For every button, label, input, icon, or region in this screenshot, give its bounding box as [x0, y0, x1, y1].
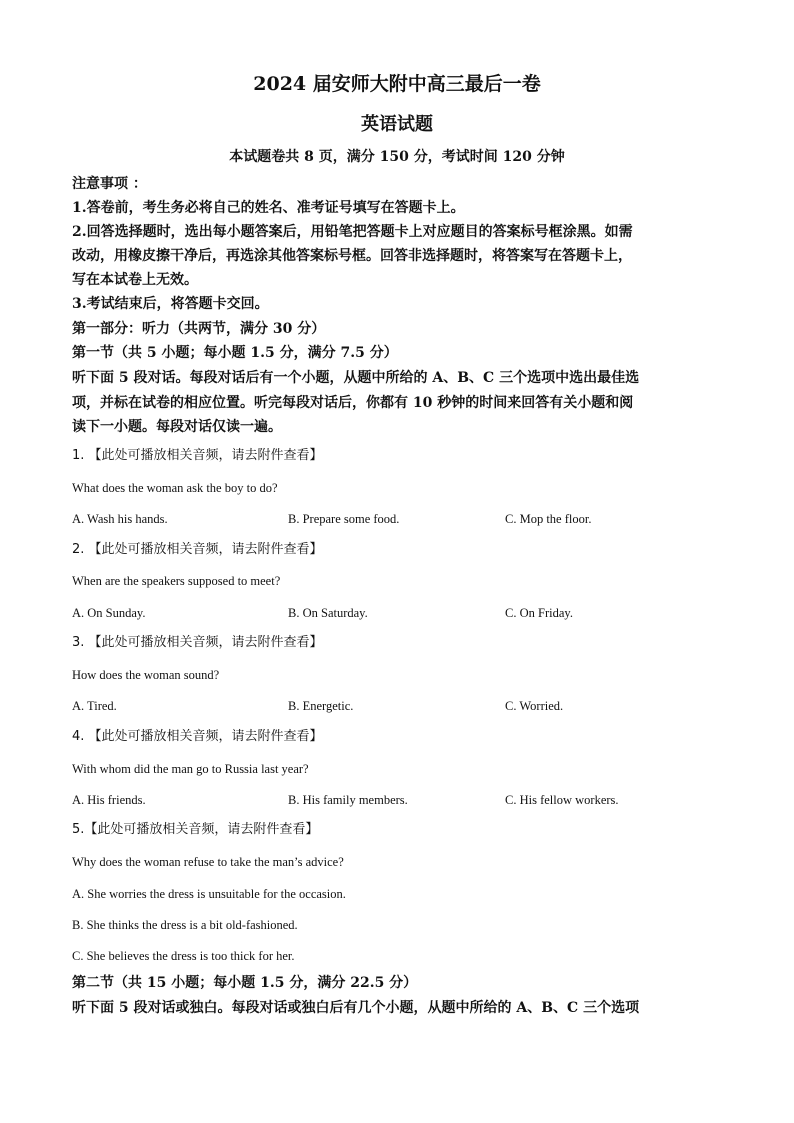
question-4-audio-note: 4. 【此处可播放相关音频，请去附件查看】	[72, 729, 323, 744]
question-1-option-a: A. Wash his hands.	[72, 512, 168, 526]
question-5-option-c: C. She believes the dress is too thick for her.	[72, 949, 295, 963]
question-2-option-b: B. On Saturday.	[288, 606, 368, 620]
question-2-stem: When are the speakers supposed to meet?	[72, 574, 281, 588]
question-1-audio-note: 1. 【此处可播放相关音频，请去附件查看】	[72, 448, 323, 463]
section2-heading: 第二节（共 15 小题；每小题 1.5 分，满分 22.5 分）	[72, 975, 418, 991]
subject-title: 英语试题	[361, 114, 433, 135]
note-item-3: 3.考试结束后，将答题卡交回。	[72, 296, 269, 312]
section1-instruction-line-3: 读下一小题。每段对话仅读一遍。	[72, 419, 282, 435]
exam-title: 2024 届安师大附中高三最后一卷	[253, 73, 541, 95]
note-item-1: 1.答卷前，考生务必将自己的姓名、准考证号填写在答题卡上。	[72, 200, 465, 216]
note-item-2-line-1: 2.回答选择题时，选出每小题答案后，用铅笔把答题卡上对应题目的答案标号框涂黑。如需	[72, 224, 633, 240]
question-2-option-c: C. On Friday.	[505, 606, 573, 620]
question-5-option-b: B. She thinks the dress is a bit old-fashioned.	[72, 918, 298, 932]
note-item-2-line-3: 写在本试卷上无效。	[72, 272, 198, 288]
question-3-option-c: C. Worried.	[505, 699, 564, 713]
question-4-option-a: A. His friends.	[72, 793, 146, 807]
question-5-stem: Why does the woman refuse to take the man’s advice?	[72, 855, 344, 869]
section1-instruction-line-2: 项，并标在试卷的相应位置。听完每段对话后，你都有 10 秒钟的时间来回答有关小题和阅	[72, 395, 634, 411]
part1-heading: 第一部分：听力（共两节，满分 30 分）	[72, 321, 326, 337]
question-2-option-a: A. On Sunday.	[72, 606, 146, 620]
question-3-option-b: B. Energetic.	[288, 699, 354, 713]
question-3-audio-note: 3. 【此处可播放相关音频，请去附件查看】	[72, 635, 323, 650]
notes-heading: 注意事项 ：	[72, 176, 147, 192]
question-5-audio-note: 5.【此处可播放相关音频，请去附件查看】	[72, 822, 319, 837]
section1-heading: 第一节（共 5 小题；每小题 1.5 分，满分 7.5 分）	[72, 345, 398, 361]
question-1-option-b: B. Prepare some food.	[288, 512, 400, 526]
question-4-stem: With whom did the man go to Russia last year?	[72, 762, 309, 776]
question-3-stem: How does the woman sound?	[72, 668, 220, 682]
question-5-option-a: A. She worries the dress is unsuitable for the occasion.	[72, 887, 346, 901]
question-4-option-b: B. His family members.	[288, 793, 408, 807]
question-1-option-c: C. Mop the floor.	[505, 512, 592, 526]
exam-info: 本试题卷共 8 页，满分 150 分，考试时间 120 分钟	[229, 149, 565, 165]
question-3-option-a: A. Tired.	[72, 699, 117, 713]
question-2-audio-note: 2. 【此处可播放相关音频，请去附件查看】	[72, 542, 323, 557]
section1-instruction-line-1: 听下面 5 段对话。每段对话后有一个小题，从题中所给的 A、B、C 三个选项中选出最佳选	[72, 370, 640, 386]
question-1-stem: What does the woman ask the boy to do?	[72, 481, 278, 495]
note-item-2-line-2: 改动，用橡皮擦干净后，再选涂其他答案标号框。回答非选择题时，将答案写在答题卡上，	[72, 248, 632, 264]
section2-instruction-line-1: 听下面 5 段对话或独白。每段对话或独白后有几个小题，从题中所给的 A、B、C 三个选项	[72, 1000, 640, 1016]
question-4-option-c: C. His fellow workers.	[505, 793, 619, 807]
